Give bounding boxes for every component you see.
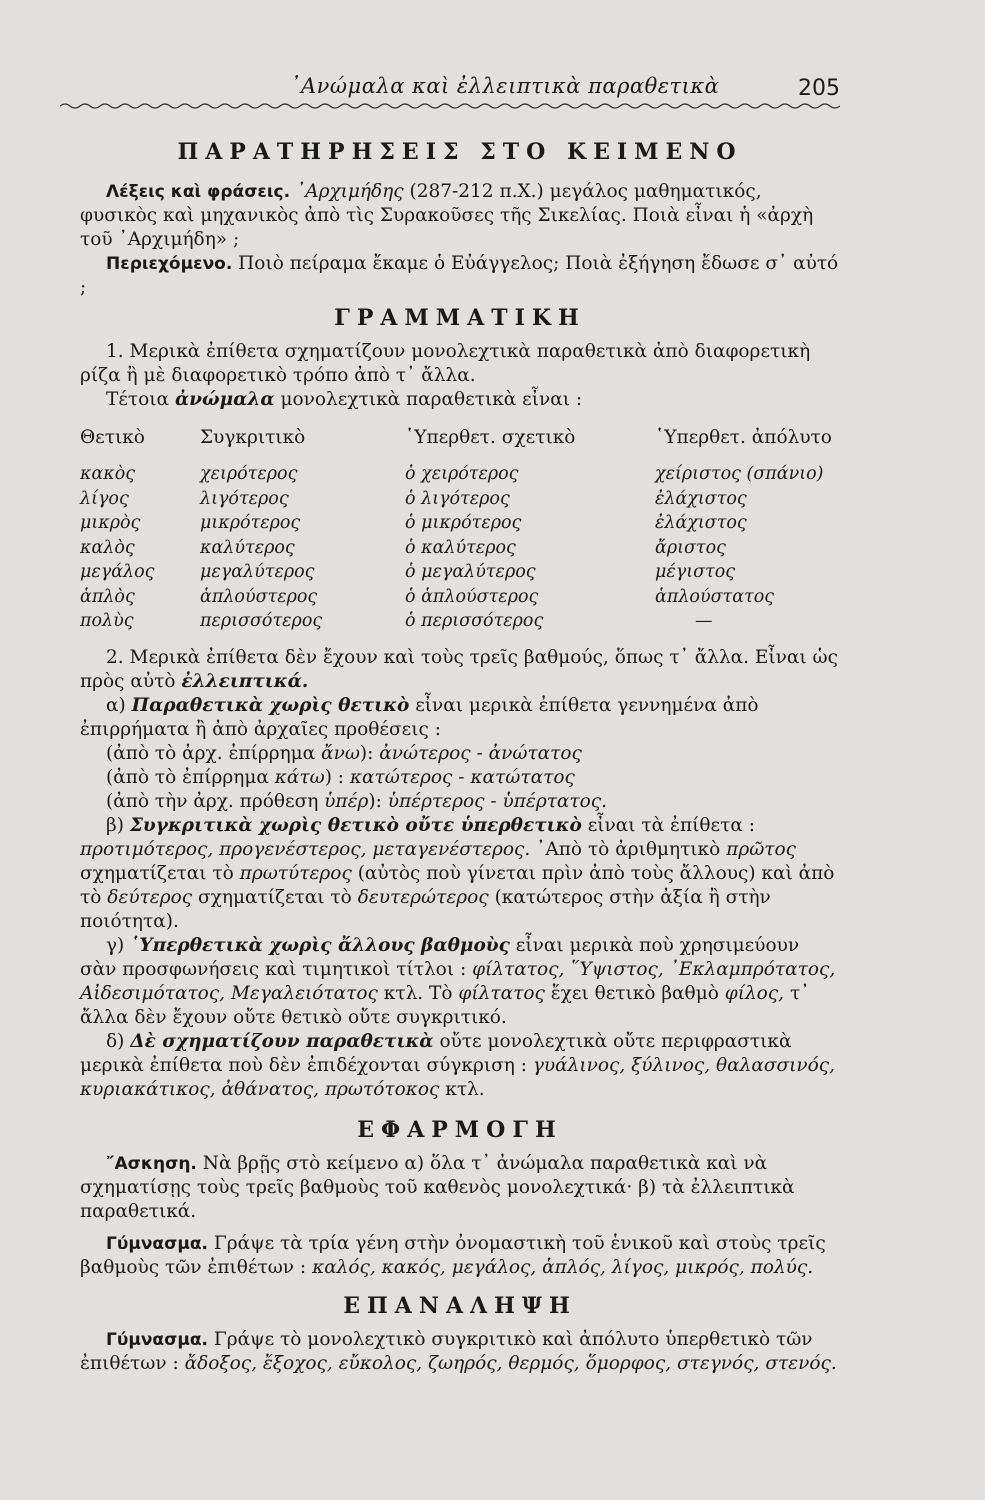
header-relative-superlative: ῾Υπερθετ. σχετικὸ <box>405 427 576 448</box>
a-ex2-pre: (ἀπὸ τὸ ἐπίρρημα <box>106 766 269 788</box>
b-w4: δευτερώτερος <box>357 886 489 908</box>
table-cell: ἁπλούστατος <box>655 586 775 607</box>
a-label: α) <box>106 694 126 716</box>
table-cell: μικρὸς <box>80 513 141 533</box>
d-label: δ) <box>106 1030 125 1052</box>
b-w1: πρῶτος <box>726 838 797 860</box>
a-ex3-word: ὑπέρ <box>324 790 369 812</box>
table-cell: λίγος <box>80 488 129 509</box>
table-cell: χειρότερος <box>200 464 298 484</box>
b-text4: (αὐτὸς ποὺ γίνεται πρὶν ἀπὸ τοὺς ἄλλους) καὶ ἀπὸ τὸ <box>80 862 835 908</box>
words-name: ᾿Αρχιμήδης <box>295 181 404 202</box>
table-cell: ἁπλὸς <box>80 586 135 607</box>
a-em: Παραθετικὰ χωρὶς θετικὸ <box>131 694 410 716</box>
b-text6: (κατώτερος στὴν ἀξία ἢ στὴν ποιότητα). <box>80 886 771 932</box>
table-cell: ὁ καλύτερος <box>405 537 516 558</box>
table-cell: ἐλάχιστος <box>655 513 747 533</box>
header-absolute-superlative: ῾Υπερθετ. ἀπόλυτο <box>655 427 832 448</box>
a-ex1-post: ): <box>359 742 374 764</box>
table-cell: ἄριστος <box>655 537 726 558</box>
a-ex1-word: ἄνω <box>321 742 360 764</box>
wavy-rule <box>60 102 840 110</box>
table-cell: μικρότερος <box>200 513 301 533</box>
table-row <box>80 560 840 585</box>
table-cell: ὁ χειρότερος <box>405 464 519 484</box>
table-row <box>80 462 840 487</box>
b-w3: δεύτερος <box>107 886 193 908</box>
a-text: εἶναι μερικὰ ἐπίθετα γεννημένα ἀπὸ ἐπιρρήματα ἢ ἀπὸ ἀρχαῖες προθέσεις : <box>80 694 759 740</box>
table-cell: ὁ μεγαλύτερος <box>405 562 536 582</box>
a-ex3-post: ): <box>368 790 382 812</box>
application-drill-paragraph <box>80 1232 840 1280</box>
a-ex2-forms: κατώτερος - κατώτατος <box>349 766 575 788</box>
p1b-pre: Τέτοια <box>106 389 170 410</box>
table-row <box>80 536 840 561</box>
review-drill-paragraph <box>80 1328 840 1376</box>
c-w2: φίλος, <box>724 982 785 1004</box>
table-cell: πολὺς <box>80 611 134 631</box>
page-header <box>60 72 840 112</box>
b-text1: εἶναι τὰ ἐπίθετα : <box>587 814 755 836</box>
table-cell: χείριστος (σπάνιο) <box>655 464 824 484</box>
b-w2: πρωτύτερος <box>239 862 352 884</box>
table-cell: καλὸς <box>80 537 135 558</box>
a-ex3-forms: ὑπέρτερος - ὑπέρτατος. <box>387 790 608 812</box>
c-text1: εἶναι μερικὰ ποὺ χρησιμεύουν σὰν προσφωνήσεις καὶ τιμητικοὶ τίτλοι : <box>80 934 800 980</box>
a-example-2 <box>80 766 840 790</box>
c-label: γ) <box>106 934 125 956</box>
table-header-row <box>80 426 840 462</box>
a-ex3-pre: (ἀπὸ τὴν ἀρχ. πρόθεση <box>106 790 319 812</box>
p1b-em: ἀνώμαλα <box>174 389 275 410</box>
page-content <box>80 140 840 1376</box>
grammar-paragraph-1b <box>80 388 840 412</box>
p1b-post: μονολεχτικὰ παραθετικὰ εἶναι : <box>280 389 583 410</box>
d-text2: κτλ. <box>445 1078 485 1100</box>
d-examples: γυάλινος, ξύλινος, θαλασσινός, κυριακάτικος, ἀθάνατος, πρωτότοκος <box>80 1054 836 1100</box>
b-label: β) <box>106 814 124 836</box>
c-em: ῾Υπερθετικὰ χωρὶς ἄλλους βαθμοὺς <box>130 934 510 956</box>
table-cell: ὁ ἁπλούστερος <box>405 586 539 607</box>
c-text4: τ᾿ ἄλλα δὲν ἔχουν οὔτε θετικὸ οὔτε συγκριτικό. <box>80 982 810 1028</box>
application-drill-text: Γράψε τὰ τρία γένη στὴν ὀνομαστικὴ τοῦ ἑνικοῦ καὶ στοὺς τρεῖς βαθμοὺς τῶν ἐπιθέτων : <box>80 1232 826 1278</box>
d-em: Δὲ σχηματίζουν παραθετικὰ <box>130 1030 434 1052</box>
exercise-lead: ῎Ασκηση. <box>106 1153 197 1174</box>
content-paragraph <box>80 252 840 300</box>
table-cell: κακὸς <box>80 464 136 484</box>
p2-text: 2. Μερικὰ ἐπίθετα δὲν ἔχουν καὶ τοὺς τρεῖς βαθμούς, ὅπως τ᾿ ἄλλα. Εἶναι ὡς πρὸς αὐτὸ <box>80 646 838 692</box>
b-text3: σχηματίζεται τὸ <box>80 862 234 884</box>
section-title-observations: ΠΑΡΑΤΗΡΗΣΕΙΣ ΣΤΟ ΚΕΙΜΕΝΟ <box>177 139 743 165</box>
review-drill-words: ἄδοξος, ἔξοχος, εὔκολος, ζωηρός, θερμός, ὅμορφος, στεγνός, στενός. <box>184 1352 837 1374</box>
words-paragraph <box>80 180 840 252</box>
application-drill-words: καλός, κακός, μεγάλος, ἁπλός, λίγος, μικρός, πολύς. <box>312 1256 814 1278</box>
table-cell: λιγότερος <box>200 488 289 509</box>
grammar-paragraph-a <box>80 694 840 742</box>
words-text: (287-212 π.Χ.) μεγάλος μαθηματικός, φυσικὸς καὶ μηχανικὸς ἀπὸ τὶς Συρακοῦσες τῆς Σικελίας. Ποιὰ εἶναι ἡ «ἀρχὴ τοῦ ᾿Αρχιμήδη» ; <box>80 181 814 250</box>
table-cell: περισσότερος <box>200 611 323 631</box>
table-row <box>80 487 840 512</box>
header-comparative: Συγκριτικὸ <box>200 427 306 448</box>
table-cell: μεγάλος <box>80 562 155 582</box>
review-drill-lead: Γύμνασμα. <box>106 1329 208 1350</box>
words-lead: Λέξεις καὶ φράσεις. <box>106 182 291 202</box>
grammar-paragraph-b <box>80 814 840 934</box>
b-em: Συγκριτικὰ χωρὶς θετικὸ οὔτε ὑπερθετικὸ <box>129 814 582 836</box>
c-text2: κτλ. Τὸ <box>383 982 453 1004</box>
a-example-1 <box>80 742 840 766</box>
table-row <box>80 511 840 536</box>
table-cell: ὁ περισσότερος <box>405 611 544 631</box>
grammar-paragraph-2 <box>80 646 840 694</box>
running-title: ᾿Ανώμαλα καὶ ἐλλειπτικὰ παραθετικὰ <box>290 74 720 98</box>
grammar-paragraph-1: 1. Μερικὰ ἐπίθετα σχηματίζουν μονολεχτικὰ παραθετικὰ ἀπὸ διαφορετικὴ ρίζα ἢ μὲ διαφορετικὸ τρόπο ἀπὸ τ᾿ ἄλλα. <box>80 341 811 386</box>
table-cell: καλύτερος <box>200 537 295 558</box>
c-text3: ἔχει θετικὸ βαθμὸ <box>550 982 719 1004</box>
section-title-review: ΕΠΑΝΑΛΗΨΗ <box>343 1292 577 1319</box>
content-lead: Περιεχόμενο. <box>106 254 233 274</box>
a-ex2-post: ) : <box>324 766 345 788</box>
a-ex2-word: κάτω <box>274 766 325 788</box>
d-text1: οὔτε μονολεχτικὰ οὔτε περιφραστικὰ μερικὰ ἐπίθετα ποὺ δὲν ἐπιδέχονται σύγκριση : <box>80 1030 792 1076</box>
table-row <box>80 609 840 634</box>
grammar-paragraph-c <box>80 934 840 1030</box>
b-text5: σχηματίζεται τὸ <box>198 886 352 908</box>
grammar-paragraph-d <box>80 1030 840 1102</box>
c-w1: φίλτατος <box>458 982 545 1004</box>
table-cell: μέγιστος <box>655 562 736 582</box>
table-cell: ὁ λιγότερος <box>405 488 510 509</box>
review-drill-text: Γράψε τὸ μονολεχτικὸ συγκριτικὸ καὶ ἀπόλυτο ὑπερθετικὸ τῶν ἐπιθέτων : <box>80 1328 813 1374</box>
section-title-grammar: ΓΡΑΜΜΑΤΙΚΗ <box>334 305 586 331</box>
b-text2: ᾿Απὸ τὸ ἀριθμητικὸ <box>536 838 721 860</box>
table-cell: ὁ μικρότερος <box>405 513 522 533</box>
table-cell: ἐλάχιστος <box>655 488 747 509</box>
table-cell: — <box>695 611 713 631</box>
a-example-3 <box>80 790 840 814</box>
exercise-text: Νὰ βρῇς στὸ κείμενο α) ὅλα τ᾿ ἀνώμαλα παραθετικὰ καὶ νὰ σχηματίσῃς τοὺς τρεῖς βαθμοὺς τοῦ καθενὸς μονολεχτικά· β) τὰ ἐλλειπτικὰ παραθετικά. <box>80 1152 795 1222</box>
exercise-paragraph <box>80 1152 840 1224</box>
comparison-table <box>80 426 840 634</box>
p2-em: ἐλλειπτικά. <box>181 670 309 692</box>
table-cell: μεγαλύτερος <box>200 562 315 582</box>
b-examples: προτιμότερος, προγενέστερος, μεταγενέστερος. <box>80 838 531 860</box>
a-ex1-pre: (ἀπὸ τὸ ἀρχ. ἐπίρρημα <box>106 742 316 764</box>
c-examples: φίλτατος, ῞Υψιστος, ᾿Εκλαμπρότατος, Αἰδεσιμότατος, Μεγαλειότατος <box>80 958 836 1004</box>
application-drill-lead: Γύμνασμα. <box>106 1233 208 1254</box>
page-number: 205 <box>798 76 840 101</box>
content-text: Ποιὸ πείραμα ἔκαμε ὁ Εὐάγγελος; Ποιὰ ἐξήγηση ἔδωσε σ᾿ αὐτό ; <box>80 253 839 298</box>
table-cell: ἁπλούστερος <box>200 586 318 607</box>
header-positive: Θετικὸ <box>80 427 145 448</box>
table-row <box>80 585 840 610</box>
a-ex1-forms: ἀνώτερος - ἀνώτατος <box>379 742 582 764</box>
section-title-application: ΕΦΑΡΜΟΓΗ <box>357 1116 563 1143</box>
